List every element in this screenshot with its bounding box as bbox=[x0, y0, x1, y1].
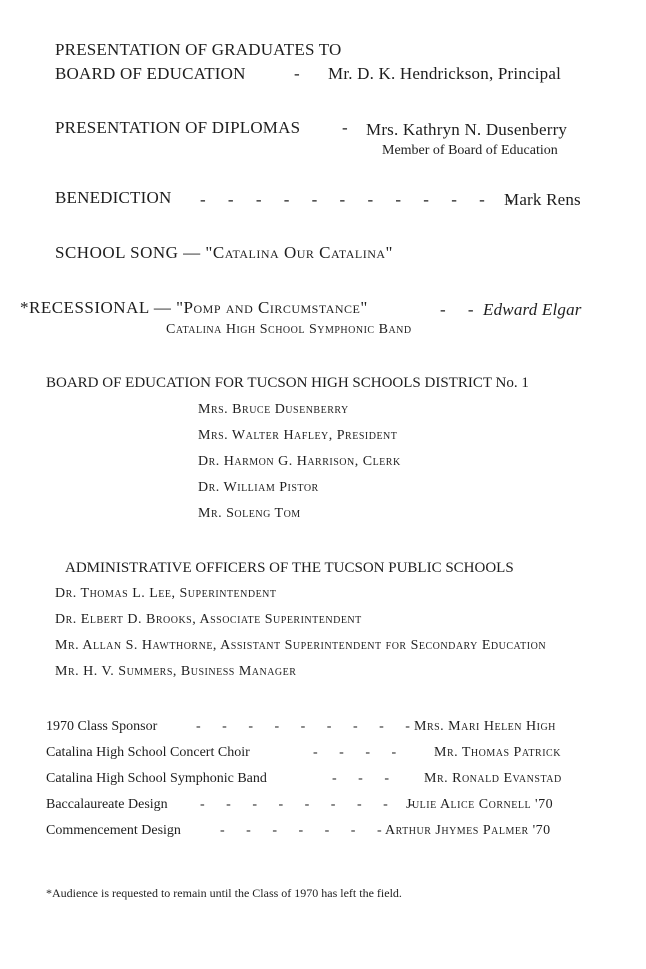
credit-label: Catalina High School Concert Choir bbox=[46, 745, 250, 760]
credit-name: Julie Alice Cornell '70 bbox=[406, 797, 554, 812]
credit-dashes: - - - - bbox=[313, 745, 406, 760]
board-member: Mr. Soleng Tom bbox=[198, 506, 301, 521]
presentation-graduates-name: Mr. D. K. Hendrickson, Principal bbox=[328, 64, 562, 83]
benediction-dashes: - - - - - - - - - - - - bbox=[200, 190, 522, 209]
presentation-graduates-line1: PRESENTATION OF GRADUATES TO bbox=[55, 40, 342, 59]
credit-dashes: - - - bbox=[332, 771, 398, 786]
presentation-diplomas-role: Member of Board of Education bbox=[382, 143, 558, 158]
administration-officer: Mr. Allan S. Hawthorne, Assistant Superintendent for Secondary Education bbox=[55, 638, 547, 653]
administration-heading: ADMINISTRATIVE OFFICERS OF THE TUCSON PUBLIC SCHOOLS bbox=[65, 560, 514, 576]
recessional-label: *RECESSIONAL — "Pomp and Circumstance" bbox=[20, 298, 368, 317]
credit-dashes: - - - - - - - bbox=[220, 823, 391, 838]
board-heading: BOARD OF EDUCATION FOR TUCSON HIGH SCHOOLS DISTRICT No. 1 bbox=[46, 375, 529, 391]
recessional-composer: Edward Elgar bbox=[483, 300, 582, 319]
benediction-label: BENEDICTION bbox=[55, 188, 172, 207]
school-song: SCHOOL SONG — "Catalina Our Catalina" bbox=[55, 243, 393, 262]
presentation-diplomas-dash: - bbox=[342, 118, 348, 137]
presentation-diplomas-name: Mrs. Kathryn N. Dusenberry bbox=[366, 120, 568, 139]
board-member: Dr. William Pistor bbox=[198, 480, 319, 495]
board-member: Mrs. Walter Hafley, President bbox=[198, 428, 398, 443]
credit-name: Arthur Jhymes Palmer '70 bbox=[385, 823, 551, 838]
administration-officer: Dr. Thomas L. Lee, Superintendent bbox=[55, 586, 277, 601]
board-member: Mrs. Bruce Dusenberry bbox=[198, 402, 349, 417]
presentation-diplomas-label: PRESENTATION OF DIPLOMAS bbox=[55, 118, 301, 137]
credit-label: Commencement Design bbox=[46, 823, 181, 838]
credit-name: Mrs. Mari Helen High bbox=[414, 719, 556, 734]
presentation-graduates-dash: - bbox=[294, 64, 300, 83]
credit-dashes: - - - - - - - - - bbox=[200, 797, 423, 812]
administration-officer: Dr. Elbert D. Brooks, Associate Superintendent bbox=[55, 612, 362, 627]
board-member: Dr. Harmon G. Harrison, Clerk bbox=[198, 454, 401, 469]
administration-officer: Mr. H. V. Summers, Business Manager bbox=[55, 664, 297, 679]
credit-label: Baccalaureate Design bbox=[46, 797, 168, 812]
presentation-graduates-line2: BOARD OF EDUCATION bbox=[55, 64, 246, 83]
footnote: *Audience is requested to remain until the Class of 1970 has left the field. bbox=[46, 886, 402, 900]
credit-dashes: - - - - - - - - - bbox=[196, 719, 419, 734]
benediction-name: Mark Rens bbox=[504, 190, 581, 209]
credit-label: Catalina High School Symphonic Band bbox=[46, 771, 267, 786]
recessional-dashes: - - bbox=[440, 300, 483, 319]
credit-name: Mr. Ronald Evanstad bbox=[424, 771, 562, 786]
credit-label: 1970 Class Sponsor bbox=[46, 719, 158, 734]
credit-name: Mr. Thomas Patrick bbox=[434, 745, 561, 760]
recessional-performer: Catalina High School Symphonic Band bbox=[166, 322, 412, 337]
